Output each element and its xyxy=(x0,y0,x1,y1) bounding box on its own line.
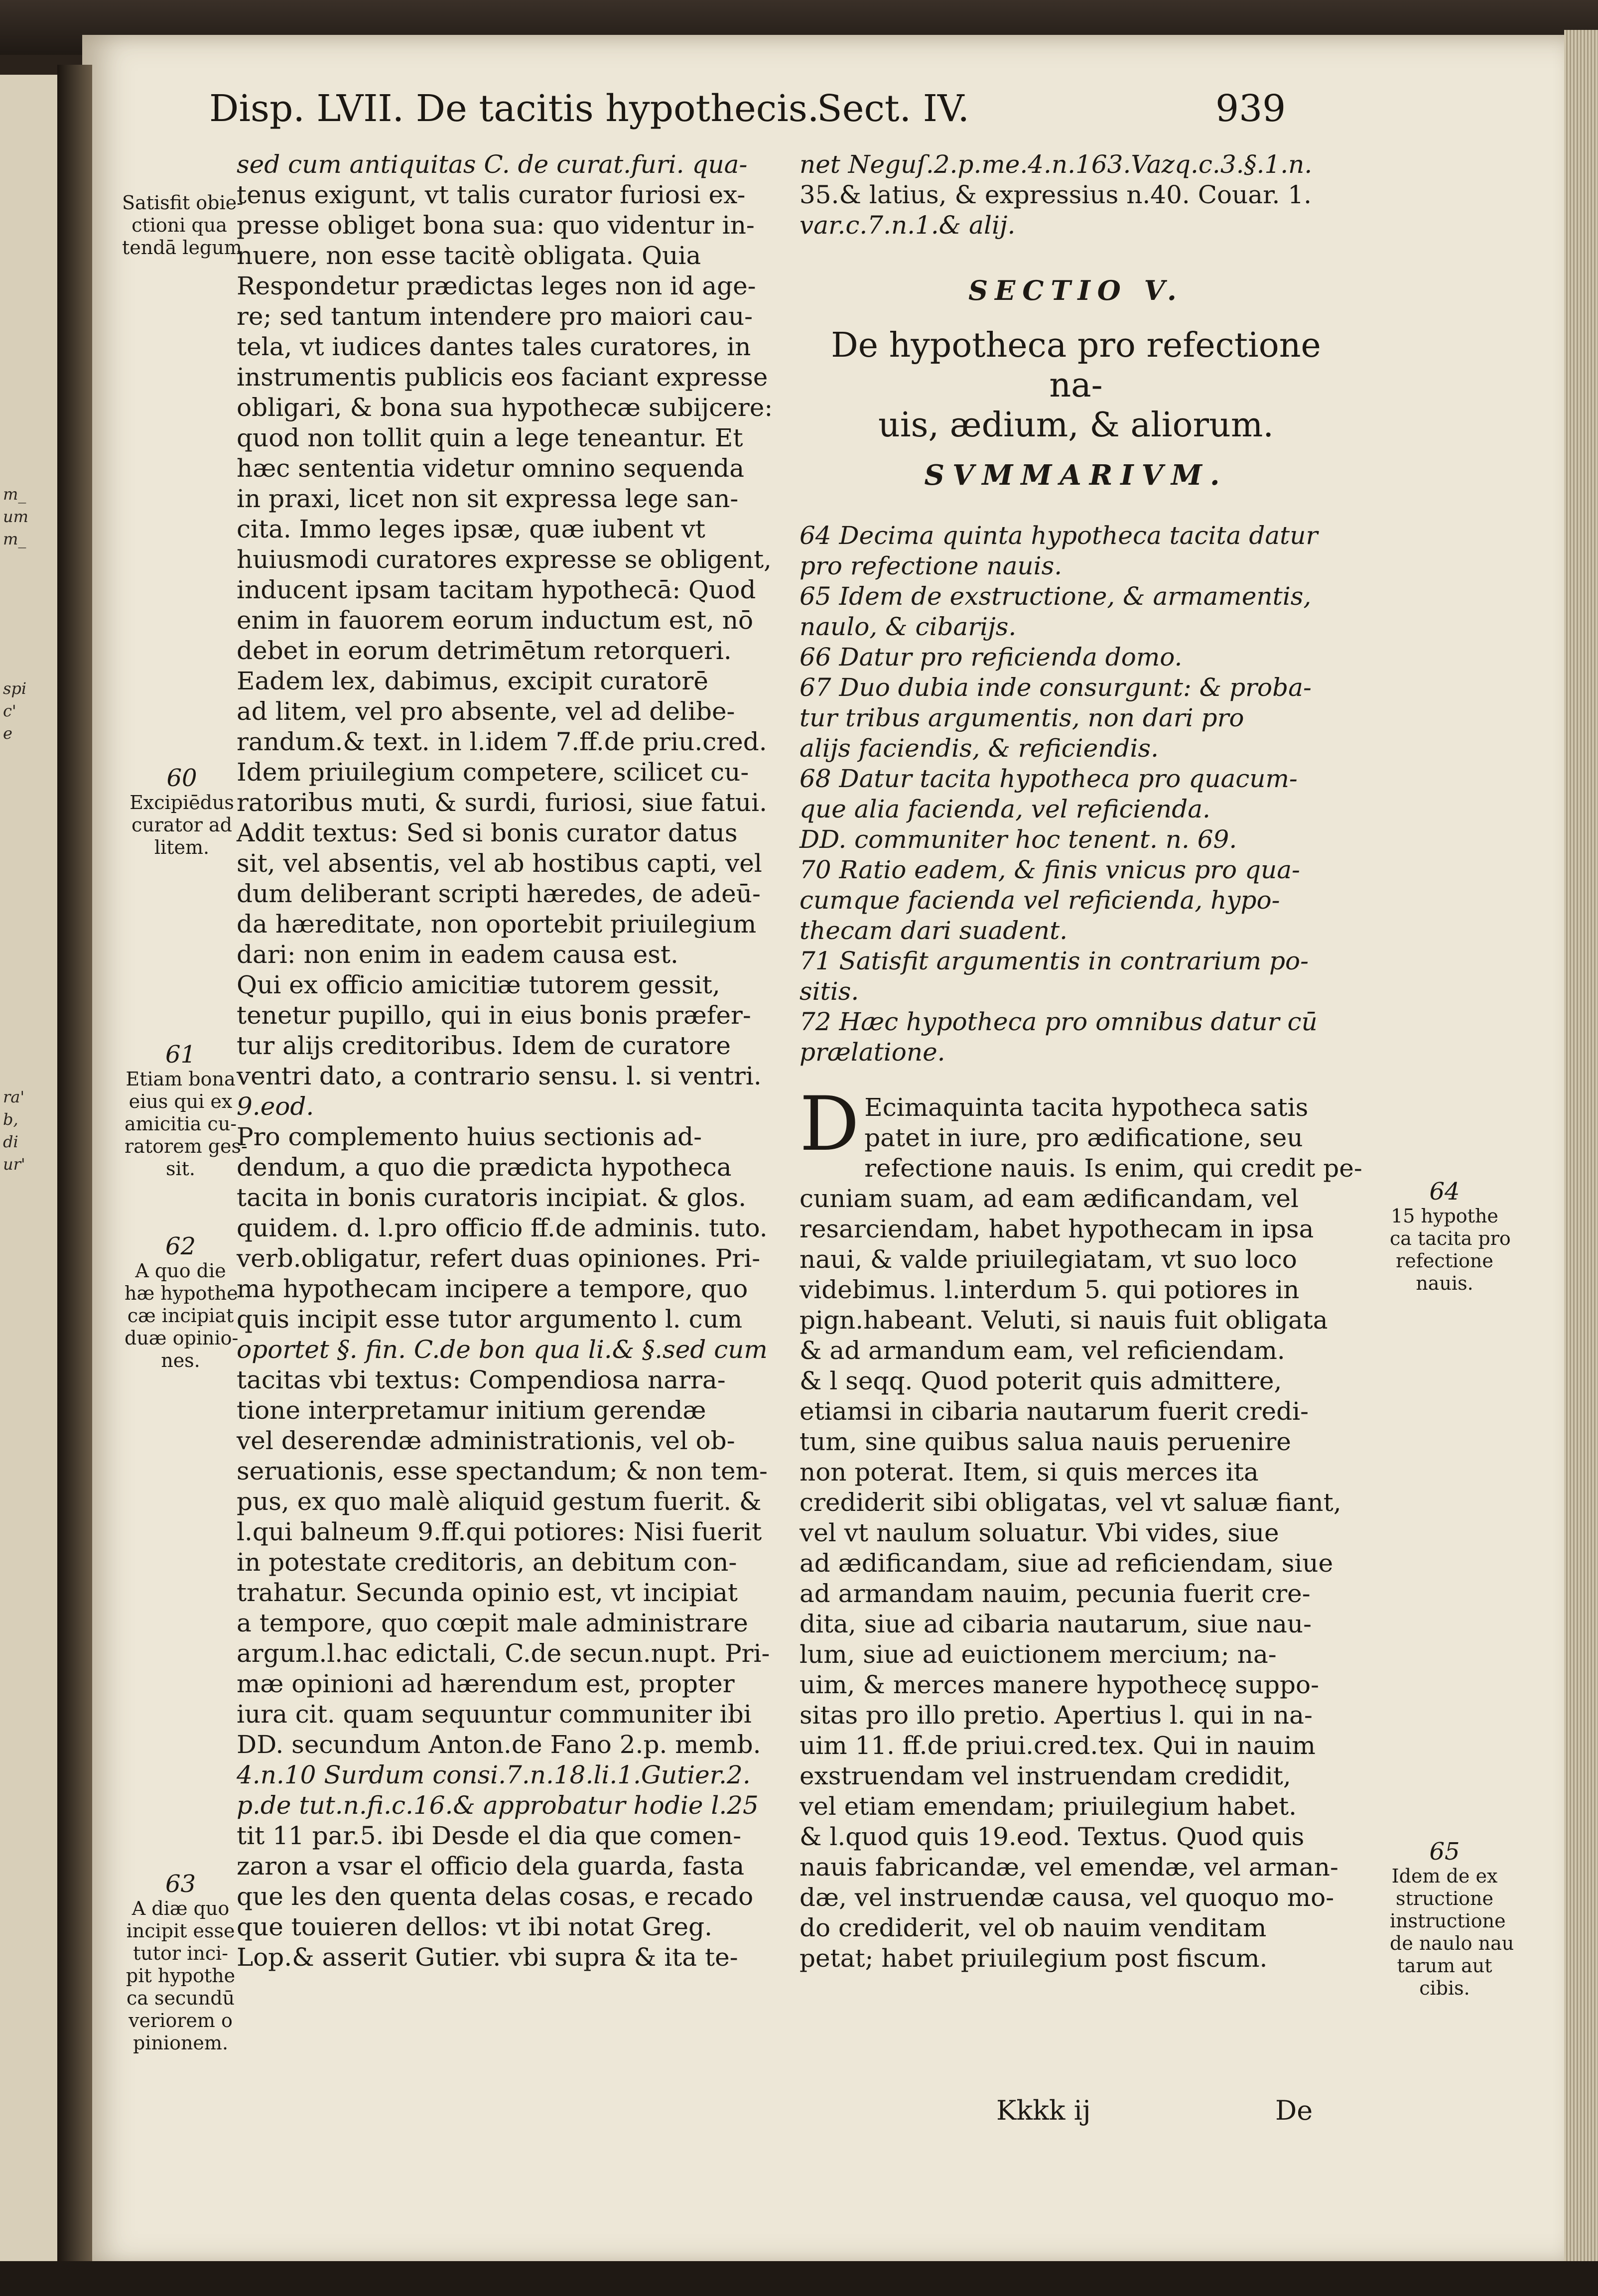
margin-note-number: 60 xyxy=(166,764,197,792)
text-line: p.de tut.n.fi.c.16.& approbatur hodie l.25 xyxy=(237,1791,759,1820)
text-line: ventri dato, a contrario sensu. l. si ventri. xyxy=(237,1062,762,1090)
facing-page-edge xyxy=(0,75,60,2262)
text-line: tenetur pupillo, qui in eius bonis præfer- xyxy=(237,1001,751,1030)
summary-item: alijs faciendis, & reficiendis. xyxy=(799,734,1159,763)
margin-note-line: hæ hypothe xyxy=(125,1282,238,1304)
drop-cap: D xyxy=(799,1081,860,1168)
facing-fragment: m_ xyxy=(3,530,26,548)
margin-note-line: ca tacita pro xyxy=(1390,1227,1511,1249)
text-line: vel vt naulum soluatur. Vbi vides, siue xyxy=(799,1518,1279,1547)
left-text-column xyxy=(237,149,809,1973)
text-line: tenus exigunt, vt talis curator furiosi ex- xyxy=(237,180,746,209)
text-line: Pro complemento huius sectionis ad- xyxy=(237,1122,702,1151)
summary-item: sitis. xyxy=(799,977,859,1006)
text-line: seruationis, esse spectandum; & non tem- xyxy=(237,1457,768,1486)
text-line: a tempore, quo cœpit male administrare xyxy=(237,1609,748,1637)
text-line: tit 11 par.5. ibi Desde el dia que comen- xyxy=(237,1821,742,1850)
signature-mark: Kkkk ij xyxy=(996,2095,1091,2126)
facing-fragment: di xyxy=(3,1132,18,1151)
summary-item: DD. communiter hoc tenent. n. 69. xyxy=(799,825,1237,854)
running-head-section: Sect. IV. xyxy=(817,87,969,130)
margin-note-line: instructione xyxy=(1390,1910,1506,1932)
text-line: quidem. d. l.pro officio ff.de adminis. tuto. xyxy=(237,1214,768,1242)
summary-item: 66 Datur pro reficienda domo. xyxy=(799,643,1183,672)
text-line: 4.n.10 Surdum consi.7.n.18.li.1.Gutier.2. xyxy=(237,1760,751,1789)
text-line: ma hypothecam incipere a tempore, quo xyxy=(237,1274,748,1303)
text-line: resarciendam, habet hypothecam in ipsa xyxy=(799,1215,1314,1243)
text-line: 35.& latius, & expressius n.40. Couar. 1. xyxy=(799,180,1312,209)
margin-note-line: pit hypothe xyxy=(126,1965,236,1987)
catchword: De xyxy=(1275,2095,1313,2126)
summary-item: 68 Datur tacita hypotheca pro quacum- xyxy=(799,764,1298,793)
margin-note-line: curator ad xyxy=(132,814,232,836)
text-line: da hæreditate, non oportebit priuilegium xyxy=(237,910,757,939)
text-line: enim in fauorem eorum inductum est, nō xyxy=(237,606,754,635)
text-line: & l.quod quis 19.eod. Textus. Quod quis xyxy=(799,1822,1305,1851)
text-line: zaron a vsar el officio dela guarda, fasta xyxy=(237,1852,745,1881)
running-head-title: Disp. LVII. De tacitis hypothecis. xyxy=(209,87,819,130)
text-line: Idem priuilegium competere, scilicet cu- xyxy=(237,758,749,787)
margin-note-line: nes. xyxy=(161,1350,200,1371)
right-text-column xyxy=(799,149,1362,1974)
text-line: dum deliberant scripti hæredes, de adeū- xyxy=(237,879,761,908)
text-line: que les den quenta delas cosas, e recado xyxy=(237,1882,754,1911)
margin-note-line: litem. xyxy=(154,836,210,858)
margin-note-line: tendā legum xyxy=(122,237,242,259)
summary-item: 70 Ratio eadem, & finis vnicus pro qua- xyxy=(799,855,1300,884)
summary-item: 67 Duo dubia inde consurgunt: & proba- xyxy=(799,673,1312,702)
summary-item: tur tribus argumentis, non dari pro xyxy=(799,703,1244,732)
margin-note-line: tutor inci- xyxy=(133,1942,229,1964)
text-line: in potestate creditoris, an debitum con- xyxy=(237,1548,737,1577)
margin-note-line: ctioni qua xyxy=(132,214,227,236)
text-line: Eadem lex, dabimus, excipit curatorē xyxy=(237,667,709,695)
text-line: etiamsi in cibaria nautarum fuerit credi- xyxy=(799,1397,1309,1426)
text-line: videbimus. l.interdum 5. qui potiores in xyxy=(799,1275,1300,1304)
summary-item: 72 Hæc hypotheca pro omnibus datur cū xyxy=(799,1007,1318,1036)
facing-fragment: c' xyxy=(3,701,16,720)
text-line: tum, sine quibus salua nauis peruenire xyxy=(799,1427,1291,1456)
gutter-shadow xyxy=(57,65,92,2267)
text-line: Lop.& asserit Gutier. vbi supra & ita te- xyxy=(237,1943,738,1972)
facing-fragment: spi xyxy=(3,679,27,698)
summary-list xyxy=(799,521,1352,1068)
text-line: nuere, non esse tacitè obligata. Quia xyxy=(237,241,701,270)
text-line: ad armandam nauim, pecunia fuerit cre- xyxy=(799,1579,1311,1608)
text-line: obligari, & bona sua hypothecæ subijcere: xyxy=(237,393,773,422)
text-line: argum.l.hac edictali, C.de secun.nupt. Pri- xyxy=(237,1639,770,1668)
text-line: dita, siue ad cibaria nautarum, siue nau- xyxy=(799,1610,1312,1638)
summary-item: cumque facienda vel reficienda, hypo- xyxy=(799,886,1280,915)
margin-note-line: refectione xyxy=(1396,1250,1493,1272)
margin-note-line: 15 hypothe xyxy=(1391,1205,1498,1227)
margin-note-line: pinionem. xyxy=(133,2032,229,2054)
text-line: dæ, vel instruendæ causa, vel quoquo mo- xyxy=(799,1883,1334,1912)
text-line: Qui ex officio amicitiæ tutorem gessit, xyxy=(237,970,720,999)
page-edges xyxy=(1564,30,1598,2272)
margin-note-line: cibis. xyxy=(1419,1977,1470,1999)
text-line: oportet §. fin. C.de bon qua li.& §.sed cum xyxy=(237,1335,768,1364)
text-line: refectione nauis. Is enim, qui credit pe- xyxy=(864,1154,1362,1183)
margin-note-line: structione xyxy=(1396,1888,1493,1909)
text-line: net Neguſ.2.p.me.4.n.163.Vazq.c.3.§.1.n. xyxy=(799,150,1313,179)
text-line: randum.& text. in l.idem 7.ff.de priu.cred. xyxy=(237,727,767,756)
text-line: & l seqq. Quod poterit quis admittere, xyxy=(799,1366,1282,1395)
summary-item: naulo, & cibarijs. xyxy=(799,612,1017,641)
text-line: uim, & merces manere hypothecę suppo- xyxy=(799,1670,1320,1699)
main-text xyxy=(799,1081,1362,1974)
text-line: ratoribus muti, & surdi, furiosi, siue fatui. xyxy=(237,788,767,817)
margin-note-line: cæ incipiat xyxy=(127,1305,234,1327)
text-line: que touieren dellos: vt ibi notat Greg. xyxy=(237,1912,712,1941)
text-line: tacita in bonis curatoris incipiat. & glos. xyxy=(237,1183,747,1212)
scan-background-bottom xyxy=(0,2261,1598,2296)
text-line: tacitas vbi textus: Compendiosa narra- xyxy=(237,1365,726,1394)
text-line: hæc sententia videtur omnino sequenda xyxy=(237,454,745,483)
margin-note-line: Etiam bona xyxy=(126,1068,236,1090)
text-line: 9.eod. xyxy=(237,1092,314,1121)
margin-note-64 xyxy=(1390,1178,1511,1295)
text-line: l.qui balneum 9.ff.qui potiores: Nisi fuerit xyxy=(237,1517,762,1546)
margin-note-number: 62 xyxy=(165,1232,196,1260)
margin-note-objection xyxy=(122,192,243,259)
margin-note-line: incipit esse xyxy=(126,1920,235,1942)
margin-note-line: duæ opinio- xyxy=(125,1327,239,1349)
text-line: patet in iure, pro ædificatione, seu xyxy=(864,1123,1303,1152)
margin-note-line: ratorem ges- xyxy=(125,1135,248,1157)
margin-note-number: 65 xyxy=(1429,1838,1460,1866)
text-line: nauis fabricandæ, vel emendæ, vel arman- xyxy=(799,1853,1338,1882)
margin-note-60 xyxy=(127,764,237,859)
right-intro-text xyxy=(799,149,1352,241)
text-line: quod non tollit quin a lege teneantur. Et xyxy=(237,423,743,452)
facing-fragment: ur' xyxy=(3,1155,25,1174)
summary-item: que alia facienda, vel reficienda. xyxy=(799,795,1210,823)
text-line: tur alijs creditoribus. Idem de curatore xyxy=(237,1031,731,1060)
text-line: DD. secundum Anton.de Fano 2.p. memb. xyxy=(237,1730,761,1759)
margin-note-line: de naulo nau xyxy=(1390,1932,1514,1954)
margin-note-62 xyxy=(125,1232,239,1372)
facing-fragment: b, xyxy=(3,1110,18,1129)
margin-note-line: amicitia cu- xyxy=(125,1113,237,1135)
text-line: inducent ipsam tacitam hypothecā: Quod xyxy=(237,575,756,604)
facing-fragment: m_ xyxy=(3,485,26,504)
text-line: huiusmodi curatores expresse se obligent, xyxy=(237,545,772,574)
margin-note-line: ca secundū xyxy=(126,1987,235,2009)
summary-item: pro refectione nauis. xyxy=(799,551,1063,580)
facing-fragment: um xyxy=(3,507,28,526)
text-line: exstruendam vel instruendam credidit, xyxy=(799,1761,1291,1790)
text-line: mæ opinioni ad hærendum est, propter xyxy=(237,1669,735,1698)
margin-note-line: tarum aut xyxy=(1397,1955,1492,1977)
text-line: dendum, a quo die prædicta hypotheca xyxy=(237,1153,732,1182)
summary-item: 65 Idem de exstructione, & armamentis, xyxy=(799,582,1312,611)
margin-note-61 xyxy=(125,1041,248,1180)
text-line: sitas pro illo pretio. Apertius l. qui in na- xyxy=(799,1701,1313,1730)
margin-note-number: 63 xyxy=(165,1870,196,1898)
text-line: vel deserendæ administrationis, vel ob- xyxy=(237,1426,735,1455)
text-line: in praxi, licet non sit expressa lege san- xyxy=(237,484,739,513)
text-line: instrumentis publicis eos faciant expresse xyxy=(237,363,768,392)
page-number: 939 xyxy=(1215,87,1286,130)
margin-note-line: A diæ quo xyxy=(132,1897,230,1919)
text-line: presse obliget bona sua: quo videntur in- xyxy=(237,211,755,240)
facing-fragment: e xyxy=(3,724,12,743)
text-line: vel etiam emendam; priuilegium habet. xyxy=(799,1792,1297,1821)
text-line: quis incipit esse tutor argumento l. cum xyxy=(237,1305,743,1334)
text-line: pign.habeant. Veluti, si nauis fuit obligata xyxy=(799,1306,1328,1335)
text-line: re; sed tantum intendere pro maiori cau- xyxy=(237,302,753,331)
text-line: tione interpretamur initium gerendæ xyxy=(237,1396,706,1425)
text-line: sed cum antiquitas C. de curat.furi. qua- xyxy=(237,150,748,179)
margin-note-number: 64 xyxy=(1429,1178,1460,1206)
text-line: Addit textus: Sed si bonis curator datus xyxy=(237,818,738,847)
text-line: var.c.7.n.1.& alij. xyxy=(799,211,1016,240)
text-line: uim 11. ff.de priui.cred.tex. Qui in nauim xyxy=(799,1731,1316,1760)
margin-note-63 xyxy=(125,1870,237,2054)
text-line: do crediderit, vel ob nauim venditam xyxy=(799,1913,1267,1942)
summary-item: 71 Satisfit argumentis in contrarium po- xyxy=(799,946,1309,975)
text-line: Ecimaquinta tacita hypotheca satis xyxy=(864,1093,1309,1122)
text-line: lum, siue ad euictionem mercium; na- xyxy=(799,1640,1277,1669)
text-line: pus, ex quo malè aliquid gestum fuerit. & xyxy=(237,1487,762,1516)
text-line: Respondetur prædictas leges non id age- xyxy=(237,271,756,300)
text-line: tela, vt iudices dantes tales curatores, in xyxy=(237,332,751,361)
text-line: dari: non enim in eadem causa est. xyxy=(237,940,678,969)
facing-fragment: ra' xyxy=(3,1087,25,1106)
summary-item: 64 Decima quinta hypotheca tacita datur xyxy=(799,521,1318,550)
summary-item: thecam dari suadent. xyxy=(799,916,1068,945)
text-line: verb.obligatur, refert duas opiniones. Pri- xyxy=(237,1244,761,1273)
text-line: cuniam suam, ad eam ædificandam, vel xyxy=(799,1184,1299,1213)
text-line: debet in eorum detrimētum retorqueri. xyxy=(237,636,732,665)
margin-note-line: eius qui ex xyxy=(129,1090,233,1112)
sectio-heading: SECTIO V. xyxy=(968,274,1184,306)
margin-note-line: nauis. xyxy=(1416,1272,1473,1294)
margin-note-line: A quo die xyxy=(135,1260,226,1282)
section-title-line-2: uis, ædium, & aliorum. xyxy=(878,405,1274,445)
margin-note-line: veriorem o xyxy=(129,2010,233,2031)
text-line: petat; habet priuilegium post fiscum. xyxy=(799,1944,1268,1973)
text-line: iura cit. quam sequuntur communiter ibi xyxy=(237,1700,752,1729)
text-line: crediderit sibi obligatas, vel vt saluæ fiant, xyxy=(799,1488,1341,1517)
margin-note-line: Idem de ex xyxy=(1391,1865,1498,1887)
summary-item: prælatione. xyxy=(799,1038,945,1067)
text-line: & ad armandum eam, vel reficiendam. xyxy=(799,1336,1285,1365)
text-line: non poterat. Item, si quis merces ita xyxy=(799,1458,1259,1486)
margin-note-line: Excipiēdus xyxy=(130,792,234,813)
text-line: naui, & valde priuilegiatam, vt suo loco xyxy=(799,1245,1297,1274)
text-line: cita. Immo leges ipsæ, quæ iubent vt xyxy=(237,515,705,543)
margin-note-number: 61 xyxy=(165,1041,196,1069)
text-line: ad litem, vel pro absente, vel ad delibe- xyxy=(237,697,735,726)
text-line: trahatur. Secunda opinio est, vt incipiat xyxy=(237,1578,738,1607)
section-title-line-1: De hypotheca pro refectione na- xyxy=(831,326,1321,405)
text-line: ad ædificandam, siue ad reficiendam, siue xyxy=(799,1549,1333,1578)
text-line: sit, vel absentis, vel ab hostibus capti, vel xyxy=(237,849,762,878)
margin-note-line: sit. xyxy=(165,1158,195,1180)
margin-note-65 xyxy=(1390,1838,1514,2000)
margin-note-line: Satisfit obie- xyxy=(122,192,243,214)
summarium-heading: SVMMARIVM. xyxy=(924,459,1228,492)
